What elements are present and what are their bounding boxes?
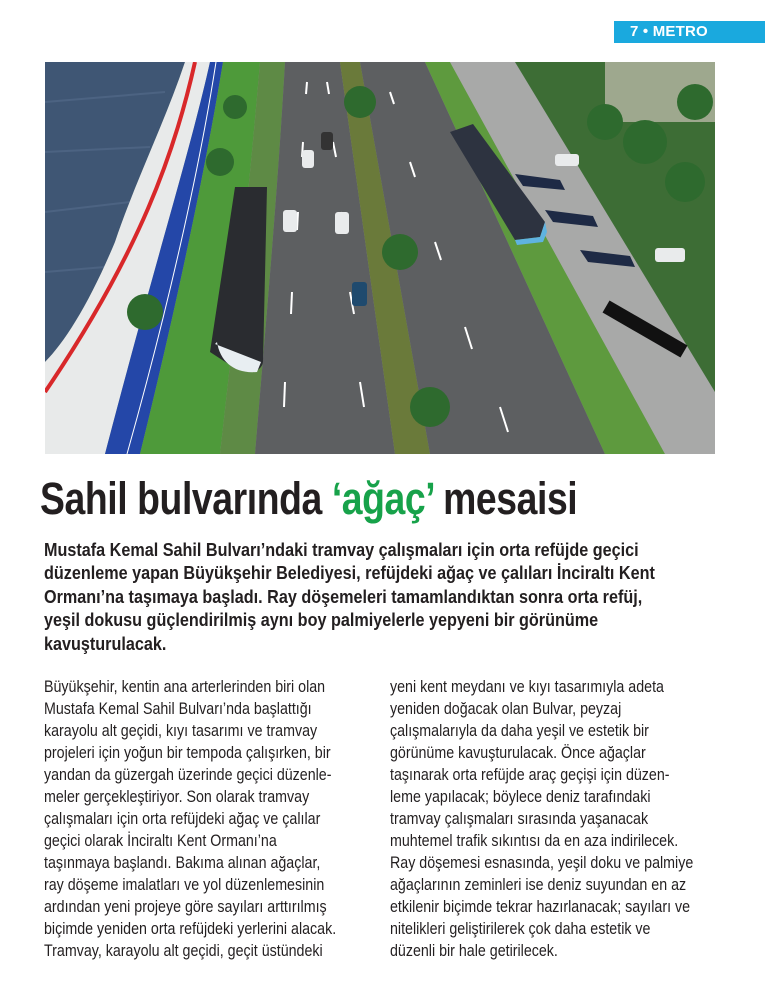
body-line: nitelikleri geliştirilerek çok daha estetik ve [390,920,651,938]
article-lead [44,538,657,655]
body-column-2 [390,676,724,962]
lead-line: düzenleme yapan Büyükşehir Belediyesi, refüjdeki ağaç ve çalıları İnciraltı Kent [44,562,655,584]
article-photo [45,62,715,454]
body-line: muhtemel trafik sıkıntısı da en aza indirilecek. [390,832,679,850]
body-line: yeni kent meydanı ve kıyı tasarımıyla adeta [390,678,664,696]
body-line: Ray döşemesi esnasında, yeşil doku ve palmiye [390,854,694,872]
body-line: meler gerçekleştiriyor. Son olarak tramvay [44,788,310,806]
tramway-rendering-image [45,62,715,454]
body-line: karayolu alt geçidi, kıyı tasarımı ve tramvay [44,722,318,740]
body-line: çalışmalarıyla da daha yeşil ve estetik bir [390,722,649,740]
lead-line: yeşil dokusu güçlendirilmiş aynı boy palmiyelerle yepyeni bir görünüme [44,609,599,631]
lead-line: Ormanı’na taşımaya başladı. Ray döşemeleri tamamlandıktan sonra orta refüj, [44,585,643,607]
body-line: taşınarak orta refüjde araç geçişi için düzen- [390,766,670,784]
body-line: yeniden doğacak olan Bulvar, peyzaj [390,700,622,718]
body-column-1 [44,676,370,962]
body-line: ray döşeme imalatları ve yol düzenlemesinin [44,876,325,894]
body-line: Büyükşehir, kentin ana arterlerinden biri olan [44,678,326,696]
lead-line: Mustafa Kemal Sahil Bulvarı’ndaki tramvay çalışmaları için orta refüjde geçici [44,539,639,560]
body-line: etkilenir biçimde tekrar hazırlanacak; sayıları ve [390,898,691,916]
body-line: Mustafa Kemal Sahil Bulvarı’nda başlattığı [44,700,312,718]
body-line: ağaçlarının zeminleri ise deniz suyundan en az [390,876,687,894]
body-line: yandan da güzergah üzerinde geçici düzenle- [44,766,332,784]
headline-text-post: mesaisi [433,473,578,524]
body-line: biçimde yeniden orta refüjdeki yerlerini alacak. [44,920,337,938]
section-page-badge: 7 • METRO [614,21,765,43]
article-headline [40,472,613,526]
body-line: çalışmaları için orta refüjdeki ağaç ve çalılar [44,810,321,828]
body-line: görünüme kavuşturulacak. Önce ağaçlar [390,744,646,762]
lead-line: kavuşturulacak. [44,632,167,654]
body-line: geçici olarak İnciraltı Kent Ormanı’na [44,832,277,850]
body-line: projeleri için yoğun bir tempoda çalışırken, bir [44,744,331,762]
body-line: Tramvay, karayolu alt geçidi, geçit üstündeki [44,942,323,960]
body-line: leme yapılacak; böylece deniz tarafındaki [390,788,651,806]
headline-text-pre: Sahil bulvarında [40,473,332,524]
body-line: ardından yeni projeye göre sayıları arttırılmış [44,898,327,916]
body-line: taşınmaya başlandı. Bakıma alınan ağaçlar, [44,854,321,872]
body-line: tramvay çalışmaları sırasında yaşanacak [390,810,649,828]
body-line: düzenli bir hale getirilecek. [390,942,558,960]
headline-accent-word: ‘ağaç’ [331,473,434,524]
